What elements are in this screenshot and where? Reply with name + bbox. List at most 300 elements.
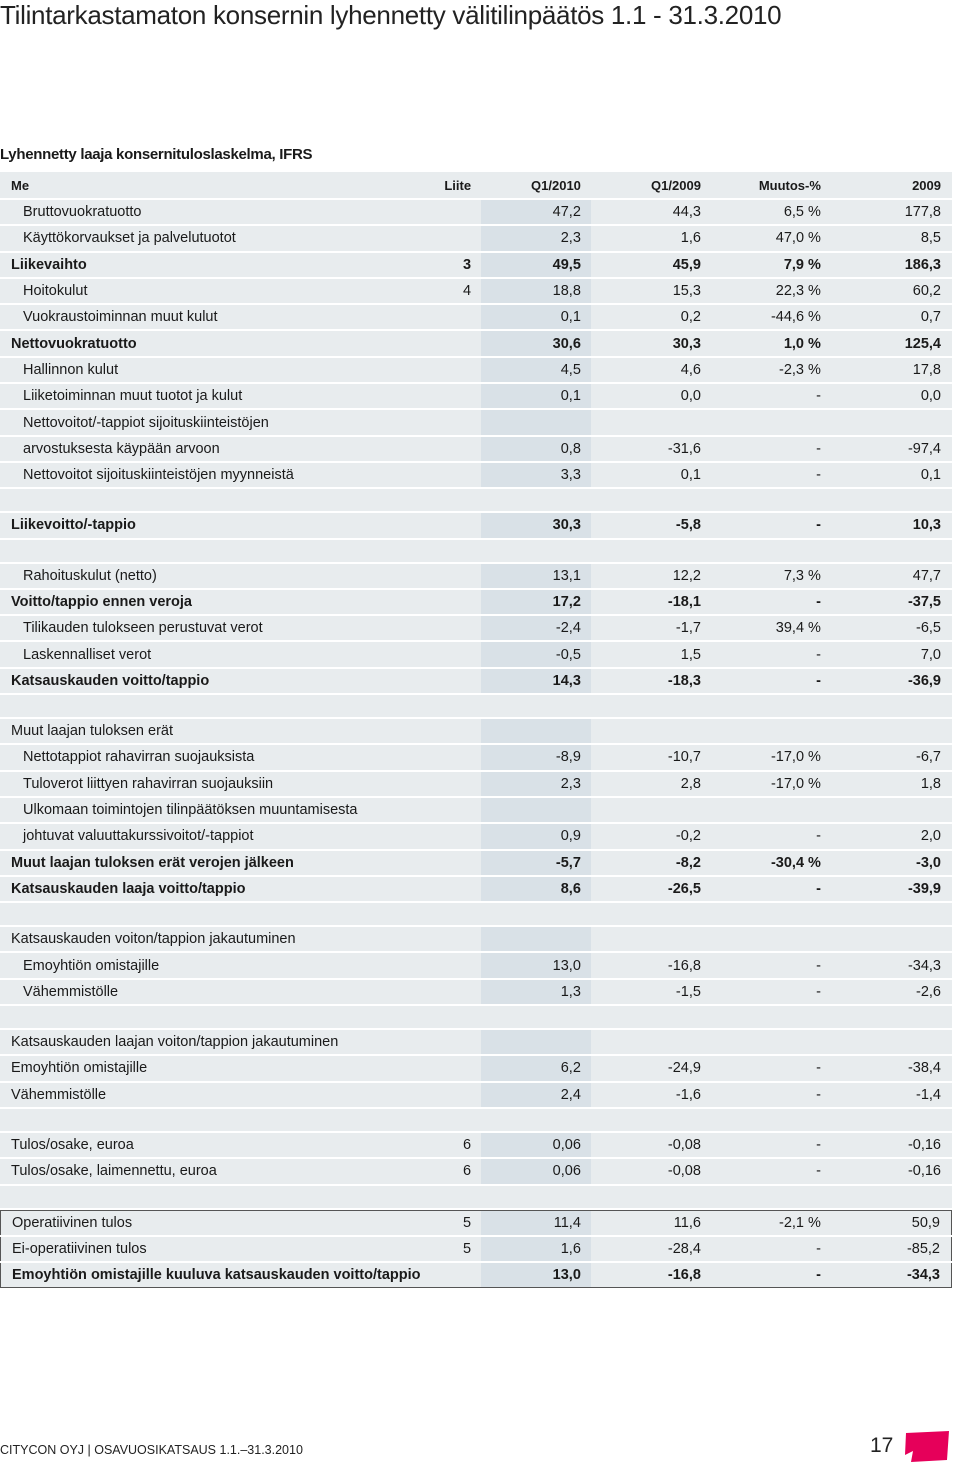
- row-note: [430, 877, 481, 901]
- row-q1-2009: [591, 489, 711, 511]
- row-note: [430, 798, 481, 822]
- row-label: Ei-operatiivinen tulos: [0, 1237, 430, 1261]
- row-note: [430, 953, 481, 977]
- row-q1-2009: -8,2: [591, 851, 711, 875]
- row-label: [0, 540, 430, 562]
- row-q1-2010: 2,4: [481, 1083, 591, 1107]
- row-2009: 7,0: [831, 642, 952, 666]
- row-note: [430, 358, 481, 382]
- row-q1-2010: 13,1: [481, 564, 591, 588]
- row-q1-2010: [481, 540, 591, 562]
- row-note: [430, 695, 481, 717]
- row-label: johtuvat valuuttakurssivoitot/-tappiot: [0, 824, 430, 848]
- row-label: Tulos/osake, laimennettu, euroa: [0, 1159, 430, 1183]
- row-q1-2010: [481, 798, 591, 822]
- table-row: [0, 437, 952, 461]
- table-row: [0, 1030, 952, 1054]
- row-2009: 47,7: [831, 564, 952, 588]
- row-q1-2010: 1,3: [481, 980, 591, 1004]
- table-row: [0, 200, 952, 224]
- row-change: -: [711, 463, 831, 487]
- row-label: Liiketoiminnan muut tuotot ja kulut: [0, 384, 430, 408]
- row-note: 4: [430, 279, 481, 303]
- row-q1-2009: -18,3: [591, 669, 711, 693]
- row-2009: -39,9: [831, 877, 952, 901]
- row-change: 39,4 %: [711, 616, 831, 640]
- row-change: [711, 719, 831, 743]
- row-note: [430, 331, 481, 355]
- row-2009: [831, 540, 952, 562]
- row-note: [430, 226, 481, 250]
- row-2009: 10,3: [831, 513, 952, 537]
- spacer-row: [0, 489, 952, 511]
- row-label: Laskennalliset verot: [0, 642, 430, 666]
- row-label: Emoyhtiön omistajille: [0, 953, 430, 977]
- row-note: [430, 564, 481, 588]
- spacer-row: [0, 695, 952, 717]
- spacer-row: [0, 1006, 952, 1028]
- row-q1-2009: [591, 1186, 711, 1208]
- row-label: Käyttökorvaukset ja palvelutuotot: [0, 226, 430, 250]
- row-note: 5: [430, 1237, 481, 1261]
- page-number: 17: [870, 1434, 894, 1457]
- row-note: [430, 642, 481, 666]
- row-change: -: [711, 1263, 831, 1288]
- table-row: [0, 1263, 952, 1288]
- row-2009: [831, 410, 952, 434]
- row-note: [430, 437, 481, 461]
- row-q1-2010: 1,6: [481, 1237, 591, 1261]
- row-label: Muut laajan tuloksen erät: [0, 719, 430, 743]
- row-2009: -2,6: [831, 980, 952, 1004]
- row-q1-2009: 1,5: [591, 642, 711, 666]
- table-row: [0, 226, 952, 250]
- row-q1-2010: [481, 927, 591, 951]
- row-change: [711, 540, 831, 562]
- row-q1-2009: -16,8: [591, 953, 711, 977]
- row-q1-2010: 18,8: [481, 279, 591, 303]
- row-change: [711, 489, 831, 511]
- spacer-row: [0, 1186, 952, 1208]
- row-q1-2010: 6,2: [481, 1056, 591, 1080]
- row-q1-2009: 15,3: [591, 279, 711, 303]
- row-2009: -6,5: [831, 616, 952, 640]
- row-note: [430, 384, 481, 408]
- row-change: [711, 1186, 831, 1208]
- row-2009: -0,16: [831, 1159, 952, 1183]
- row-2009: [831, 695, 952, 717]
- row-q1-2010: -0,5: [481, 642, 591, 666]
- row-label: [0, 1006, 430, 1028]
- table-row: [0, 279, 952, 303]
- row-q1-2010: -8,9: [481, 745, 591, 769]
- row-q1-2009: 11,6: [591, 1210, 711, 1235]
- section-title: Lyhennetty laaja konsernituloslaskelma, IFRS: [0, 146, 313, 163]
- row-label: [0, 903, 430, 925]
- row-2009: -0,16: [831, 1133, 952, 1157]
- row-2009: [831, 798, 952, 822]
- table-row: [0, 1237, 952, 1261]
- column-header-me: Me: [0, 172, 430, 198]
- table-row: [0, 772, 952, 796]
- row-q1-2010: 30,6: [481, 331, 591, 355]
- row-label: [0, 489, 430, 511]
- table-row: [0, 331, 952, 355]
- row-q1-2010: [481, 1030, 591, 1054]
- row-q1-2009: 1,6: [591, 226, 711, 250]
- row-label: [0, 695, 430, 717]
- row-note: [430, 1083, 481, 1107]
- row-q1-2009: -10,7: [591, 745, 711, 769]
- row-2009: -34,3: [831, 953, 952, 977]
- row-2009: 0,0: [831, 384, 952, 408]
- row-q1-2009: -0,08: [591, 1159, 711, 1183]
- row-2009: [831, 1109, 952, 1131]
- row-change: -: [711, 384, 831, 408]
- row-label: Nettovuokratuotto: [0, 331, 430, 355]
- table-row: [0, 590, 952, 614]
- row-label: Bruttovuokratuotto: [0, 200, 430, 224]
- row-note: [430, 463, 481, 487]
- table-row: [0, 358, 952, 382]
- column-header-2009: 2009: [831, 172, 952, 198]
- row-note: [430, 305, 481, 329]
- row-note: [430, 851, 481, 875]
- row-change: [711, 1109, 831, 1131]
- row-label: Vähemmistölle: [0, 1083, 430, 1107]
- row-q1-2010: 30,3: [481, 513, 591, 537]
- row-change: -: [711, 642, 831, 666]
- row-q1-2010: 0,1: [481, 305, 591, 329]
- row-change: 22,3 %: [711, 279, 831, 303]
- footer-company-text: CITYCON OYJ | OSAVUOSIKATSAUS 1.1.–31.3.2010: [0, 1443, 303, 1457]
- row-q1-2009: 0,0: [591, 384, 711, 408]
- table-row: [0, 1210, 952, 1235]
- row-change: -: [711, 877, 831, 901]
- row-note: [430, 772, 481, 796]
- row-change: -: [711, 669, 831, 693]
- row-2009: -38,4: [831, 1056, 952, 1080]
- table-row: [0, 253, 952, 277]
- row-change: -2,1 %: [711, 1210, 831, 1235]
- row-label: Operatiivinen tulos: [0, 1210, 430, 1235]
- row-change: -17,0 %: [711, 772, 831, 796]
- row-label: [0, 1109, 430, 1131]
- row-label: Tilikauden tulokseen perustuvat verot: [0, 616, 430, 640]
- table-row: [0, 305, 952, 329]
- row-change: 6,5 %: [711, 200, 831, 224]
- table-row: [0, 1083, 952, 1107]
- row-label: Nettovoitot sijoituskiinteistöjen myynneistä: [0, 463, 430, 487]
- table-row: [0, 980, 952, 1004]
- row-note: [430, 590, 481, 614]
- table-row: [0, 616, 952, 640]
- row-q1-2009: -1,6: [591, 1083, 711, 1107]
- row-q1-2009: 4,6: [591, 358, 711, 382]
- row-q1-2010: [481, 1006, 591, 1028]
- row-label: Liikevaihto: [0, 253, 430, 277]
- column-header-liite: Liite: [430, 172, 481, 198]
- row-2009: [831, 1006, 952, 1028]
- row-2009: 60,2: [831, 279, 952, 303]
- table-row: [0, 642, 952, 666]
- row-q1-2010: 2,3: [481, 226, 591, 250]
- table-row: [0, 824, 952, 848]
- row-q1-2010: 4,5: [481, 358, 591, 382]
- page-title: Tilintarkastamaton konsernin lyhennetty välitilinpäätös 1.1 - 31.3.2010: [0, 0, 782, 30]
- row-label: [0, 1186, 430, 1208]
- row-q1-2010: 0,8: [481, 437, 591, 461]
- row-note: [430, 719, 481, 743]
- row-q1-2009: [591, 719, 711, 743]
- table-row: [0, 953, 952, 977]
- row-note: [430, 1263, 481, 1288]
- row-change: 47,0 %: [711, 226, 831, 250]
- row-change: -: [711, 437, 831, 461]
- row-label: Tulos/osake, euroa: [0, 1133, 430, 1157]
- row-note: [430, 616, 481, 640]
- row-2009: 0,7: [831, 305, 952, 329]
- row-q1-2010: 0,06: [481, 1133, 591, 1157]
- row-q1-2009: 12,2: [591, 564, 711, 588]
- table-row: [0, 927, 952, 951]
- row-2009: 125,4: [831, 331, 952, 355]
- row-q1-2009: -24,9: [591, 1056, 711, 1080]
- row-note: [430, 200, 481, 224]
- row-2009: 50,9: [831, 1210, 952, 1235]
- row-label: Voitto/tappio ennen veroja: [0, 590, 430, 614]
- row-q1-2010: [481, 410, 591, 434]
- row-q1-2009: [591, 1109, 711, 1131]
- row-2009: 1,8: [831, 772, 952, 796]
- row-note: 6: [430, 1159, 481, 1183]
- row-change: -: [711, 1083, 831, 1107]
- income-statement-table: [0, 170, 952, 1290]
- row-change: -: [711, 953, 831, 977]
- row-note: [430, 1006, 481, 1028]
- row-label: Rahoituskulut (netto): [0, 564, 430, 588]
- row-note: [430, 927, 481, 951]
- row-q1-2010: 49,5: [481, 253, 591, 277]
- row-note: [430, 1056, 481, 1080]
- row-q1-2009: 30,3: [591, 331, 711, 355]
- row-note: [430, 903, 481, 925]
- row-label: Tuloverot liittyen rahavirran suojauksiin: [0, 772, 430, 796]
- column-header-q1-2009: Q1/2009: [591, 172, 711, 198]
- column-header-change: Muutos-%: [711, 172, 831, 198]
- row-q1-2010: 11,4: [481, 1210, 591, 1235]
- row-note: [430, 540, 481, 562]
- row-q1-2009: -18,1: [591, 590, 711, 614]
- row-q1-2010: [481, 903, 591, 925]
- row-q1-2009: 0,1: [591, 463, 711, 487]
- spacer-row: [0, 1109, 952, 1131]
- row-2009: -85,2: [831, 1237, 952, 1261]
- row-q1-2010: [481, 719, 591, 743]
- row-q1-2010: 0,1: [481, 384, 591, 408]
- table-row: [0, 745, 952, 769]
- row-change: [711, 1030, 831, 1054]
- spacer-row: [0, 540, 952, 562]
- row-label: Liikevoitto/-tappio: [0, 513, 430, 537]
- row-change: -2,3 %: [711, 358, 831, 382]
- table-row: [0, 719, 952, 743]
- row-change: [711, 410, 831, 434]
- row-label: Emoyhtiön omistajille: [0, 1056, 430, 1080]
- row-q1-2009: [591, 927, 711, 951]
- row-change: -44,6 %: [711, 305, 831, 329]
- row-2009: [831, 927, 952, 951]
- row-q1-2009: -5,8: [591, 513, 711, 537]
- table-row: [0, 1056, 952, 1080]
- row-q1-2010: 13,0: [481, 1263, 591, 1288]
- row-label: Katsauskauden voiton/tappion jakautuminen: [0, 927, 430, 951]
- table-row: [0, 513, 952, 537]
- spacer-row: [0, 903, 952, 925]
- row-q1-2010: [481, 1109, 591, 1131]
- row-note: [430, 410, 481, 434]
- row-note: [430, 489, 481, 511]
- row-change: -17,0 %: [711, 745, 831, 769]
- row-q1-2010: 0,9: [481, 824, 591, 848]
- row-label: Muut laajan tuloksen erät verojen jälkeen: [0, 851, 430, 875]
- row-change: [711, 903, 831, 925]
- table-row: [0, 798, 952, 822]
- row-note: [430, 1186, 481, 1208]
- row-note: 5: [430, 1210, 481, 1235]
- row-q1-2010: 0,06: [481, 1159, 591, 1183]
- row-label: Emoyhtiön omistajille kuuluva katsauskauden voitto/tappio: [0, 1263, 430, 1288]
- row-note: [430, 513, 481, 537]
- row-q1-2009: -16,8: [591, 1263, 711, 1288]
- row-label: Katsauskauden laajan voiton/tappion jakautuminen: [0, 1030, 430, 1054]
- row-2009: -36,9: [831, 669, 952, 693]
- row-q1-2010: 47,2: [481, 200, 591, 224]
- row-q1-2009: -28,4: [591, 1237, 711, 1261]
- row-label: Vuokraustoiminnan muut kulut: [0, 305, 430, 329]
- table-row: [0, 877, 952, 901]
- row-q1-2009: [591, 798, 711, 822]
- row-q1-2009: 45,9: [591, 253, 711, 277]
- row-2009: [831, 719, 952, 743]
- row-q1-2010: [481, 1186, 591, 1208]
- table-row: [0, 851, 952, 875]
- table-row: [0, 564, 952, 588]
- row-change: [711, 798, 831, 822]
- row-change: 7,3 %: [711, 564, 831, 588]
- row-change: -: [711, 1159, 831, 1183]
- row-change: -: [711, 1237, 831, 1261]
- row-q1-2010: 8,6: [481, 877, 591, 901]
- row-note: 6: [430, 1133, 481, 1157]
- row-label: Hoitokulut: [0, 279, 430, 303]
- row-change: [711, 1006, 831, 1028]
- table-row: [0, 410, 952, 434]
- table-header-row: [0, 172, 952, 198]
- row-2009: -97,4: [831, 437, 952, 461]
- row-2009: [831, 1030, 952, 1054]
- row-2009: 2,0: [831, 824, 952, 848]
- row-q1-2009: -31,6: [591, 437, 711, 461]
- row-q1-2010: -2,4: [481, 616, 591, 640]
- row-note: [430, 745, 481, 769]
- row-q1-2009: [591, 540, 711, 562]
- row-change: -: [711, 513, 831, 537]
- row-note: 3: [430, 253, 481, 277]
- table-row: [0, 1159, 952, 1183]
- row-change: 7,9 %: [711, 253, 831, 277]
- row-q1-2009: [591, 695, 711, 717]
- row-q1-2009: [591, 1006, 711, 1028]
- row-note: [430, 669, 481, 693]
- row-label: Nettovoitot/-tappiot sijoituskiinteistöjen: [0, 410, 430, 434]
- row-note: [430, 824, 481, 848]
- row-q1-2010: 13,0: [481, 953, 591, 977]
- row-label: Hallinnon kulut: [0, 358, 430, 382]
- row-change: -: [711, 1056, 831, 1080]
- row-q1-2010: 14,3: [481, 669, 591, 693]
- row-q1-2009: 44,3: [591, 200, 711, 224]
- row-q1-2010: -5,7: [481, 851, 591, 875]
- row-change: [711, 927, 831, 951]
- table-row: [0, 1133, 952, 1157]
- row-note: [430, 1030, 481, 1054]
- row-2009: 177,8: [831, 200, 952, 224]
- table-row: [0, 384, 952, 408]
- row-change: [711, 695, 831, 717]
- row-change: -: [711, 1133, 831, 1157]
- table-row: [0, 463, 952, 487]
- row-q1-2010: 17,2: [481, 590, 591, 614]
- row-q1-2010: [481, 489, 591, 511]
- row-label: Katsauskauden laaja voitto/tappio: [0, 877, 430, 901]
- row-2009: -6,7: [831, 745, 952, 769]
- row-q1-2009: 0,2: [591, 305, 711, 329]
- citycon-logo-icon: [903, 1429, 953, 1463]
- row-2009: 17,8: [831, 358, 952, 382]
- row-q1-2010: [481, 695, 591, 717]
- row-note: [430, 1109, 481, 1131]
- row-label: Katsauskauden voitto/tappio: [0, 669, 430, 693]
- column-header-q1-2010: Q1/2010: [481, 172, 591, 198]
- row-q1-2009: [591, 410, 711, 434]
- row-q1-2010: 2,3: [481, 772, 591, 796]
- row-2009: 186,3: [831, 253, 952, 277]
- row-2009: -1,4: [831, 1083, 952, 1107]
- row-q1-2009: -1,7: [591, 616, 711, 640]
- row-q1-2010: 3,3: [481, 463, 591, 487]
- row-2009: 0,1: [831, 463, 952, 487]
- row-label: Vähemmistölle: [0, 980, 430, 1004]
- row-label: Nettotappiot rahavirran suojauksista: [0, 745, 430, 769]
- row-2009: -37,5: [831, 590, 952, 614]
- row-label: Ulkomaan toimintojen tilinpäätöksen muuntamisesta: [0, 798, 430, 822]
- row-q1-2009: -0,2: [591, 824, 711, 848]
- row-q1-2009: -1,5: [591, 980, 711, 1004]
- row-change: -30,4 %: [711, 851, 831, 875]
- table-row: [0, 669, 952, 693]
- row-q1-2009: -0,08: [591, 1133, 711, 1157]
- row-2009: [831, 1186, 952, 1208]
- row-2009: [831, 903, 952, 925]
- row-2009: [831, 489, 952, 511]
- row-change: 1,0 %: [711, 331, 831, 355]
- row-q1-2009: 2,8: [591, 772, 711, 796]
- row-change: -: [711, 824, 831, 848]
- row-label: arvostuksesta käypään arvoon: [0, 437, 430, 461]
- row-2009: 8,5: [831, 226, 952, 250]
- row-change: -: [711, 590, 831, 614]
